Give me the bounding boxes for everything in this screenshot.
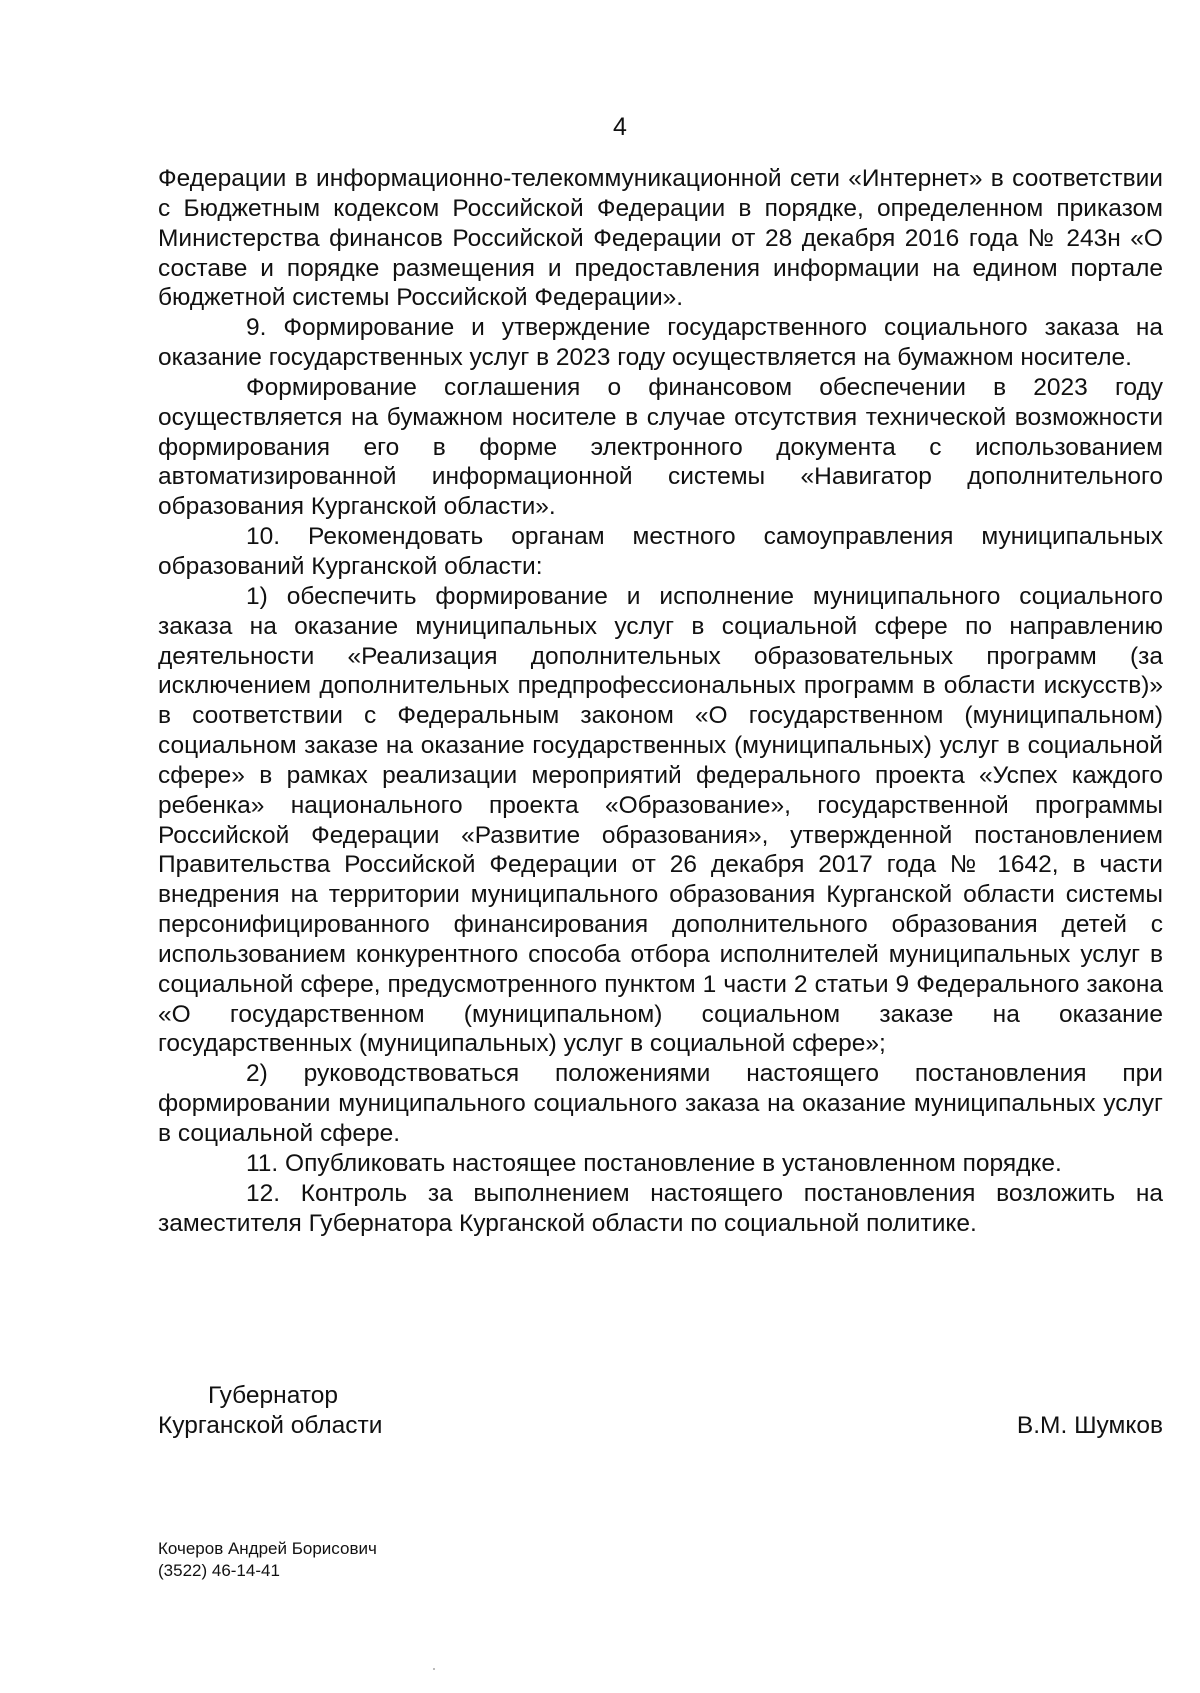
executor-name: Кочеров Андрей Борисович bbox=[158, 1539, 377, 1558]
paragraph: 12. Контроль за выполнением настоящего постановления возложить на заместителя Губернатора Курганской области по социальной политике. bbox=[158, 1179, 1163, 1237]
paragraph: Формирование соглашения о финансовом обеспечении в 2023 году осуществляется на бумажном носителе в случае отсутствия технической возможности формирования его в форме электронного документа с использованием автоматизированной информационной системы «Навигатор дополнительного образования Курганской области». bbox=[158, 373, 1163, 521]
signature-title-line-2: Курганской области bbox=[158, 1412, 383, 1439]
paragraph: 11. Опубликовать настоящее постановление в установленном порядке. bbox=[246, 1149, 1062, 1177]
executor-info bbox=[158, 1538, 377, 1582]
signature-name: В.М. Шумков bbox=[1016, 1412, 1163, 1439]
paragraph: 2) руководствоваться положениями настоящего постановления при формировании муниципального социального заказа на оказание муниципальных услуг в социальной сфере. bbox=[158, 1060, 1163, 1147]
paragraph: 9. Формирование и утверждение государственного социального заказа на оказание государственных услуг в 2023 году осуществляется на бумажном носителе. bbox=[158, 314, 1163, 372]
document-body bbox=[158, 164, 1163, 1238]
executor-phone: (3522) 46-14-41 bbox=[158, 1561, 280, 1580]
scan-artifact bbox=[433, 1668, 435, 1670]
signature-title-line-1: Губернатор bbox=[208, 1382, 338, 1409]
signature-title bbox=[158, 1381, 558, 1441]
page-number: 4 bbox=[613, 113, 627, 141]
paragraph: 1) обеспечить формирование и исполнение муниципального социального заказа на оказание муниципальных услуг в социальной сфере по направлению деятельности «Реализация дополнительных образовательных программ (за исключением дополнительных предпрофессиональных программ в области искусств)» в соответствии с Федеральным законом «О государственном (муниципальном) социальном заказе на оказание государственных (муниципальных) услуг в социальной сфере» в рамках реализации мероприятий федерального проекта «Успех каждого ребенка» национального проекта «Образование», государственной программы Российской Федерации «Развитие образования», утвержденной постановлением Правительства Российской Федерации от 26 декабря 2017 года № 1642, в части внедрения на территории муниципального образования Курганской области системы персонифицированного финансирования дополнительного образования детей с использованием конкурентного способа отбора исполнителей муниципальных услуг в социальной сфере, предусмотренного пунктом 1 части 2 статьи 9 Федерального закона «О государственном (муниципальном) социальном заказе на оказание государственных (муниципальных) услуг в социальной сфере»; bbox=[158, 582, 1163, 1058]
paragraph: 10. Рекомендовать органам местного самоуправления муниципальных образований Курганской области: bbox=[158, 523, 1163, 580]
paragraph: Федерации в информационно-телекоммуникационной сети «Интернет» в соответствии с Бюджетным кодексом Российской Федерации в порядке, определенном приказом Министерства финансов Российской Федерации от 28 декабря 2016 года № 243н «О составе и порядке размещения и предоставления информации на едином портале бюджетной системы Российской Федерации». bbox=[158, 165, 1163, 312]
